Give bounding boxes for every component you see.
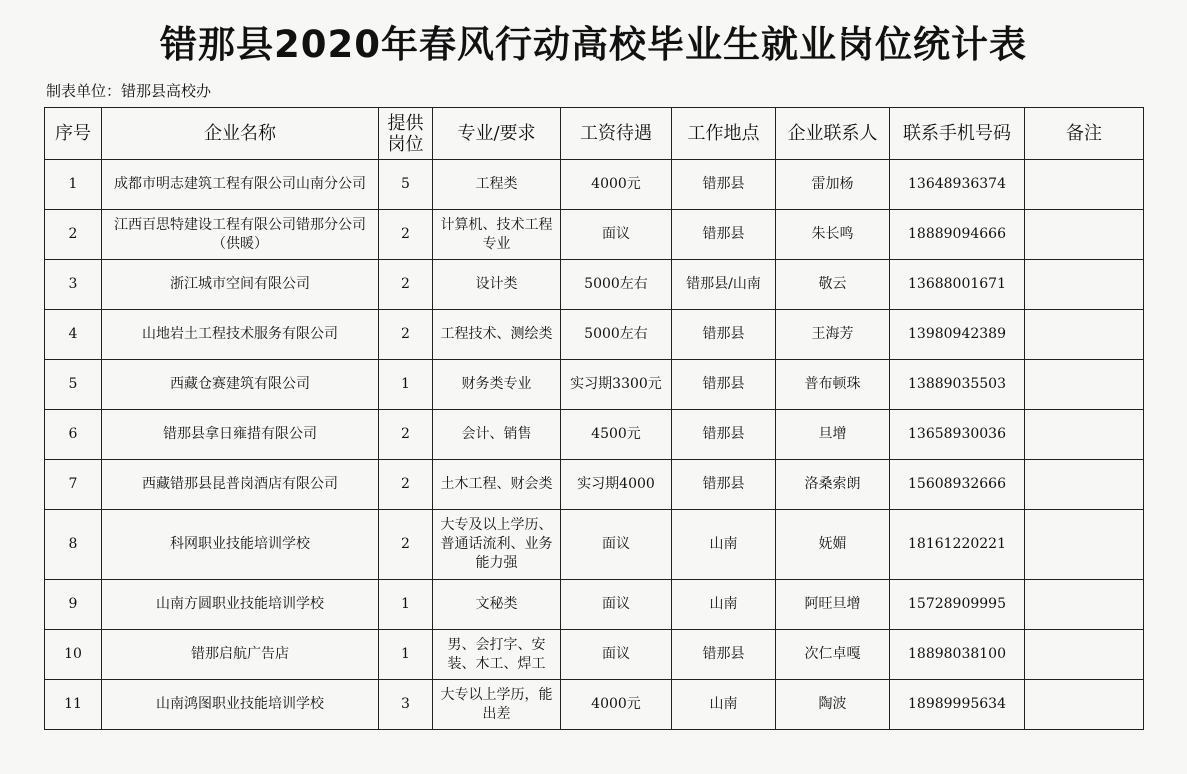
cell-phone (890, 630, 1025, 680)
cell-salary (561, 460, 672, 510)
cell-company (102, 310, 379, 360)
cell-company-text: 山南方圆职业技能培训学校 (156, 596, 324, 612)
cell-seq-text: 3 (68, 276, 78, 292)
cell-phone (890, 260, 1025, 310)
cell-remark (1025, 160, 1144, 210)
cell-contact-text: 陶波 (818, 696, 847, 712)
cell-seq (45, 260, 102, 310)
jobs-table (44, 107, 1144, 730)
cell-phone (890, 510, 1025, 580)
cell-location (672, 680, 776, 730)
cell-salary-text: 4000元 (591, 176, 641, 192)
cell-positions-text: 2 (401, 426, 410, 442)
cell-contact (776, 460, 890, 510)
cell-company (102, 210, 379, 260)
cell-location-text: 错那县 (702, 476, 745, 492)
cell-remark (1025, 460, 1144, 510)
cell-phone (890, 360, 1025, 410)
cell-positions (379, 630, 433, 680)
cell-seq-text: 11 (64, 696, 82, 712)
cell-major (433, 510, 561, 580)
cell-contact-text: 旦增 (818, 426, 847, 442)
cell-company-text: 错那县拿日雍措有限公司 (163, 426, 317, 442)
cell-seq-text: 4 (68, 326, 78, 342)
cell-positions-text: 1 (401, 376, 410, 392)
cell-company (102, 630, 379, 680)
cell-contact (776, 410, 890, 460)
cell-contact-text: 敬云 (818, 276, 847, 292)
cell-major (433, 460, 561, 510)
maker-unit: 制表单位：错那县高校办 (46, 82, 212, 100)
cell-salary-text: 4500元 (591, 426, 641, 442)
cell-contact-text: 阿旺旦增 (804, 596, 861, 612)
cell-contact (776, 210, 890, 260)
cell-salary (561, 630, 672, 680)
cell-company-text: 浙江城市空间有限公司 (170, 276, 310, 292)
cell-company (102, 410, 379, 460)
cell-location-text: 错那县 (702, 226, 745, 242)
cell-major-text: 大专及以上学历、普通话流利、业务能力强 (440, 517, 553, 571)
cell-positions-text: 2 (401, 536, 410, 552)
cell-major-text: 文秘类 (475, 596, 518, 612)
cell-major (433, 260, 561, 310)
cell-seq-text: 1 (68, 176, 78, 192)
cell-positions (379, 260, 433, 310)
cell-major-text: 土木工程、财会类 (440, 476, 553, 492)
cell-seq (45, 630, 102, 680)
table-row (45, 580, 1144, 630)
cell-remark (1025, 360, 1144, 410)
cell-positions (379, 160, 433, 210)
cell-location (672, 310, 776, 360)
cell-major (433, 360, 561, 410)
header-phone: 联系手机号码 (890, 108, 1025, 160)
cell-major-text: 男、会打字、安装、木工、焊工 (447, 636, 546, 672)
cell-positions-text: 2 (401, 476, 410, 492)
cell-remark (1025, 410, 1144, 460)
cell-major (433, 210, 561, 260)
cell-salary (561, 680, 672, 730)
cell-major (433, 410, 561, 460)
cell-seq-text: 6 (68, 426, 78, 442)
cell-positions (379, 310, 433, 360)
cell-phone (890, 160, 1025, 210)
cell-seq-text: 10 (64, 646, 82, 662)
header-contact: 企业联系人 (776, 108, 890, 160)
header-remark: 备注 (1025, 108, 1144, 160)
cell-positions-text: 2 (401, 276, 410, 292)
cell-positions (379, 360, 433, 410)
cell-positions (379, 580, 433, 630)
table-row (45, 680, 1144, 730)
cell-positions-text: 2 (401, 326, 410, 342)
cell-salary (561, 410, 672, 460)
cell-location (672, 510, 776, 580)
table-row (45, 360, 1144, 410)
table-row (45, 210, 1144, 260)
cell-company-text: 科网职业技能培训学校 (170, 536, 310, 552)
cell-phone-text: 18989995634 (908, 696, 1006, 712)
table-row (45, 310, 1144, 360)
cell-location-text: 山南 (709, 696, 738, 712)
cell-major (433, 160, 561, 210)
cell-phone-text: 13889035503 (908, 376, 1006, 392)
table-row (45, 510, 1144, 580)
cell-major (433, 680, 561, 730)
cell-major-text: 设计类 (475, 276, 518, 292)
cell-location-text: 错那县 (702, 176, 745, 192)
cell-seq (45, 510, 102, 580)
cell-remark (1025, 260, 1144, 310)
cell-positions (379, 210, 433, 260)
cell-contact (776, 580, 890, 630)
cell-seq (45, 210, 102, 260)
cell-location-text: 错那县 (702, 376, 745, 392)
cell-salary-text: 面议 (602, 596, 630, 612)
cell-contact-text: 妩媚 (818, 536, 847, 552)
cell-location (672, 360, 776, 410)
cell-seq-text: 9 (68, 596, 78, 612)
cell-company-text: 西藏错那县昆普岗酒店有限公司 (142, 476, 338, 492)
cell-contact-text: 朱长鸣 (811, 226, 854, 242)
cell-salary (561, 360, 672, 410)
cell-phone-text: 18161220221 (908, 536, 1006, 552)
header-positions: 提供岗位 (379, 108, 433, 160)
cell-company-text: 成都市明志建筑工程有限公司山南分公司 (114, 176, 366, 192)
table-header-row (45, 108, 1144, 160)
table-row (45, 260, 1144, 310)
cell-phone (890, 410, 1025, 460)
cell-positions (379, 510, 433, 580)
cell-positions (379, 410, 433, 460)
cell-phone (890, 460, 1025, 510)
table-row (45, 460, 1144, 510)
cell-seq-text: 8 (68, 536, 78, 552)
cell-contact (776, 510, 890, 580)
cell-contact (776, 260, 890, 310)
cell-location (672, 160, 776, 210)
cell-phone-text: 13658930036 (908, 426, 1006, 442)
cell-phone (890, 580, 1025, 630)
cell-company (102, 580, 379, 630)
cell-contact (776, 360, 890, 410)
cell-phone-text: 15728909995 (908, 596, 1006, 612)
cell-location (672, 260, 776, 310)
cell-contact-text: 次仁卓嘎 (804, 646, 861, 662)
cell-phone-text: 13688001671 (908, 276, 1006, 292)
cell-seq (45, 360, 102, 410)
cell-major-text: 财务类专业 (461, 376, 532, 392)
cell-positions-text: 1 (401, 646, 410, 662)
cell-contact-text: 雷加杨 (811, 176, 854, 192)
cell-company (102, 360, 379, 410)
cell-contact (776, 310, 890, 360)
cell-company (102, 510, 379, 580)
cell-remark (1025, 310, 1144, 360)
cell-positions-text: 3 (401, 696, 410, 712)
header-major: 专业/要求 (433, 108, 561, 160)
document-title: 错那县2020年春风行动高校毕业生就业岗位统计表 (160, 23, 1027, 66)
cell-remark (1025, 210, 1144, 260)
cell-positions (379, 680, 433, 730)
cell-seq (45, 410, 102, 460)
table-row (45, 160, 1144, 210)
cell-phone-text: 18889094666 (908, 226, 1006, 242)
cell-contact-text: 王海芳 (811, 326, 854, 342)
cell-major-text: 大专以上学历，能出差 (440, 686, 553, 722)
cell-major-text: 会计、销售 (461, 426, 532, 442)
cell-location (672, 630, 776, 680)
cell-seq-text: 2 (68, 226, 78, 242)
header-company: 企业名称 (102, 108, 379, 160)
cell-phone-text: 13980942389 (908, 326, 1006, 342)
cell-salary-text: 5000左右 (584, 326, 648, 342)
cell-salary (561, 310, 672, 360)
table-body (45, 160, 1144, 730)
cell-remark (1025, 580, 1144, 630)
cell-positions-text: 1 (401, 596, 410, 612)
header-salary: 工资待遇 (561, 108, 672, 160)
cell-salary (561, 260, 672, 310)
cell-company-text: 错那启航广告店 (191, 646, 289, 662)
cell-remark (1025, 510, 1144, 580)
cell-phone (890, 680, 1025, 730)
cell-location (672, 580, 776, 630)
cell-seq (45, 160, 102, 210)
cell-phone-text: 18898038100 (908, 646, 1006, 662)
cell-location-text: 错那县/山南 (686, 276, 761, 292)
cell-contact (776, 630, 890, 680)
cell-positions-text: 5 (401, 176, 410, 192)
cell-salary-text: 面议 (602, 646, 630, 662)
cell-salary (561, 510, 672, 580)
cell-contact-text: 普布顿珠 (804, 376, 861, 392)
cell-major (433, 580, 561, 630)
table-row (45, 630, 1144, 680)
cell-major-text: 工程技术、测绘类 (440, 326, 553, 342)
cell-contact (776, 680, 890, 730)
cell-company-text: 山南鸿图职业技能培训学校 (156, 696, 324, 712)
cell-salary-text: 实习期4000 (577, 476, 655, 492)
cell-location-text: 山南 (709, 596, 738, 612)
cell-contact-text: 洛桑索朗 (804, 476, 861, 492)
cell-location (672, 210, 776, 260)
cell-phone (890, 210, 1025, 260)
cell-company-text: 山地岩土工程技术服务有限公司 (142, 326, 338, 342)
cell-location-text: 错那县 (702, 326, 745, 342)
cell-seq (45, 310, 102, 360)
cell-seq (45, 580, 102, 630)
cell-location-text: 山南 (709, 536, 738, 552)
cell-location-text: 错那县 (702, 646, 745, 662)
cell-remark (1025, 630, 1144, 680)
cell-phone-text: 15608932666 (908, 476, 1006, 492)
cell-salary-text: 面议 (602, 226, 630, 242)
header-location: 工作地点 (672, 108, 776, 160)
cell-location (672, 410, 776, 460)
cell-location (672, 460, 776, 510)
cell-seq-text: 7 (68, 476, 78, 492)
cell-location-text: 错那县 (702, 426, 745, 442)
cell-seq-text: 5 (68, 376, 78, 392)
cell-major (433, 310, 561, 360)
cell-seq (45, 460, 102, 510)
cell-company-text: 江西百思特建设工程有限公司错那分公司（供暖） (114, 216, 366, 252)
cell-major-text: 计算机、技术工程专业 (440, 216, 553, 252)
cell-salary-text: 5000左右 (584, 276, 648, 292)
cell-company (102, 680, 379, 730)
cell-company (102, 160, 379, 210)
cell-salary-text: 4000元 (591, 696, 641, 712)
cell-major (433, 630, 561, 680)
cell-remark (1025, 680, 1144, 730)
cell-company-text: 西藏仓赛建筑有限公司 (170, 376, 310, 392)
cell-major-text: 工程类 (475, 176, 518, 192)
cell-positions (379, 460, 433, 510)
cell-phone (890, 310, 1025, 360)
cell-company (102, 260, 379, 310)
table-row (45, 410, 1144, 460)
cell-contact (776, 160, 890, 210)
cell-salary (561, 160, 672, 210)
header-seq: 序号 (45, 108, 102, 160)
cell-salary-text: 实习期3300元 (570, 376, 662, 392)
cell-salary-text: 面议 (602, 536, 630, 552)
cell-company (102, 460, 379, 510)
cell-seq (45, 680, 102, 730)
cell-phone-text: 13648936374 (908, 176, 1006, 192)
cell-positions-text: 2 (401, 226, 410, 242)
cell-salary (561, 580, 672, 630)
cell-salary (561, 210, 672, 260)
